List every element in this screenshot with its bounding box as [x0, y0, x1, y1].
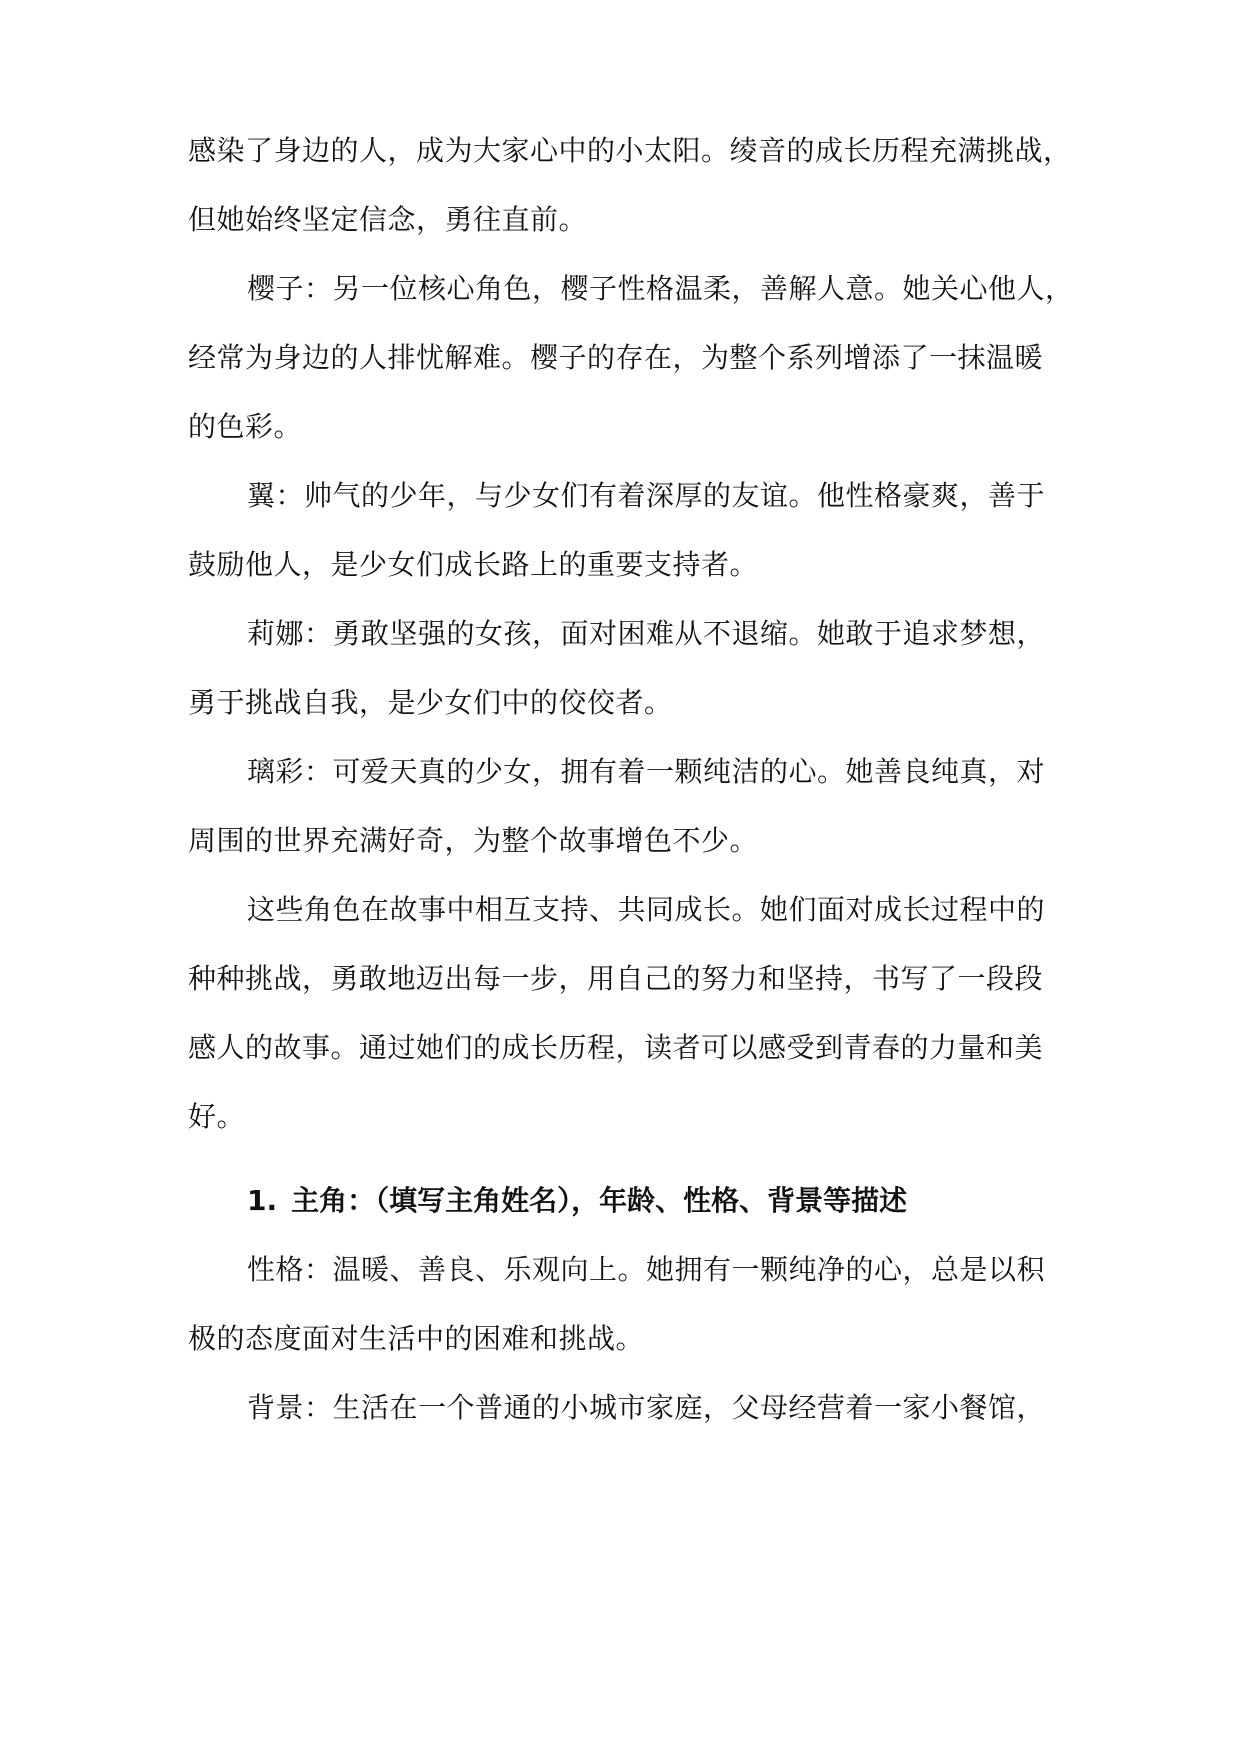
paragraph-line: 但她始终坚定信念，勇往直前。 — [188, 203, 588, 236]
paragraph-line: 性格：温暖、善良、乐观向上。她拥有一颗纯净的心，总是以积 — [247, 1253, 1046, 1286]
paragraph-line: 璃彩：可爱天真的少女，拥有着一颗纯洁的心。她善良纯真，对 — [247, 755, 1046, 788]
paragraph-line: 极的态度面对生活中的困难和挑战。 — [188, 1322, 645, 1355]
paragraph-line: 樱子：另一位核心角色，樱子性格温柔，善解人意。她关心他人， — [247, 272, 1074, 305]
paragraph-line: 鼓励他人，是少女们成长路上的重要支持者。 — [188, 548, 759, 581]
paragraph-line: 周围的世界充满好奇，为整个故事增色不少。 — [188, 824, 759, 857]
heading-text: 主角：（填写主角姓名），年龄、性格、背景等描述 — [291, 1184, 908, 1217]
heading-number: 1. — [247, 1184, 278, 1217]
paragraph-line: 勇于挑战自我，是少女们中的佼佼者。 — [188, 686, 673, 719]
paragraph-line: 背景：生活在一个普通的小城市家庭，父母经营着一家小餐馆， — [247, 1391, 1046, 1424]
paragraph-line: 好。 — [188, 1100, 246, 1133]
paragraph-line: 感染了身边的人，成为大家心中的小太阳。绫音的成长历程充满挑战， — [188, 134, 1072, 167]
paragraph-line: 的色彩。 — [188, 410, 303, 443]
paragraph-line: 种种挑战，勇敢地迈出每一步，用自己的努力和坚持，书写了一段段 — [188, 962, 1044, 995]
section-heading — [247, 1181, 907, 1221]
paragraph-line: 莉娜：勇敢坚强的女孩，面对困难从不退缩。她敢于追求梦想， — [247, 617, 1046, 650]
paragraph-line: 这些角色在故事中相互支持、共同成长。她们面对成长过程中的 — [247, 893, 1046, 926]
paragraph-line: 翼：帅气的少年，与少女们有着深厚的友谊。他性格豪爽，善于 — [247, 479, 1046, 512]
paragraph-line: 感人的故事。通过她们的成长历程，读者可以感受到青春的力量和美 — [188, 1031, 1044, 1064]
paragraph-line: 经常为身边的人排忧解难。樱子的存在，为整个系列增添了一抹温暖 — [188, 341, 1044, 374]
